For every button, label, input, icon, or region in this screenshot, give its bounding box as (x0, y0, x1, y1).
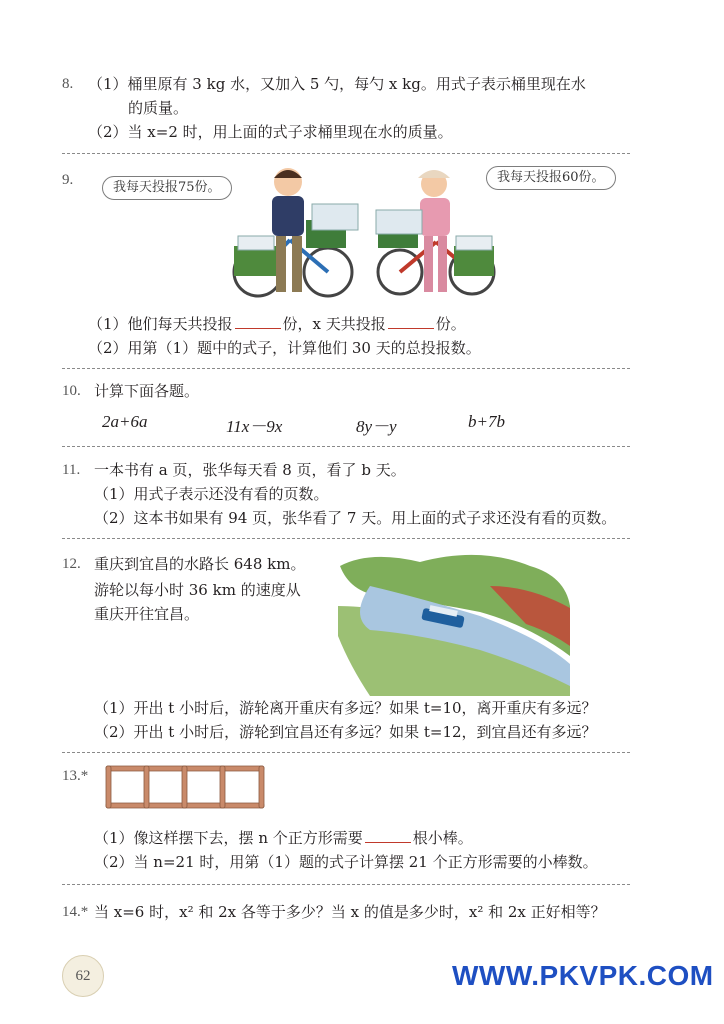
expression-4: b+7b (468, 412, 505, 431)
q9-part1-text-a: （1）他们每天共投报 (88, 315, 233, 333)
q12-part2: （2）开出 t 小时后，游轮到宜昌还有多远？如果 t=12，到宜昌还有多远？ (94, 723, 597, 741)
expression-3: 8y－y (356, 417, 397, 436)
divider (62, 446, 630, 447)
q13-number: 13.* (62, 768, 89, 784)
q10-number: 10. (62, 383, 81, 399)
expression-1: 2a+6a (102, 412, 148, 431)
q9-part2: （2）用第（1）题中的式子，计算他们 30 天的总投报数。 (88, 339, 481, 357)
divider (62, 153, 630, 154)
q11-number: 11. (62, 462, 81, 478)
speech-bubble-girl: 我每天投报60份。 (486, 166, 616, 190)
answer-blank[interactable] (388, 314, 434, 329)
river-cruise-illustration (330, 546, 576, 696)
q12-line1: 重庆到宜昌的水路长 648 km。 (94, 555, 306, 573)
q9-number: 9. (62, 172, 74, 188)
divider (62, 752, 630, 753)
q11-stem: 一本书有 a 页，张华每天看 8 页，看了 b 天。 (94, 461, 406, 479)
q11-part2: （2）这本书如果有 94 页，张华看了 7 天。用上面的式子求还没有看的页数。 (94, 509, 617, 527)
q9-part1-text-c: 份。 (435, 315, 466, 333)
q12-number: 12. (62, 556, 81, 572)
q12-part1: （1）开出 t 小时后，游轮离开重庆有多远？如果 t=10，离开重庆有多远？ (94, 699, 597, 717)
q11-part1: （1）用式子表示还没有看的页数。 (94, 485, 329, 503)
q14-number: 14.* (62, 904, 89, 920)
q8-part2: （2）当 x=2 时，用上面的式子求桶里现在水的质量。 (88, 123, 453, 141)
page-number: 62 (62, 955, 104, 997)
newspaper-delivery-illustration (228, 160, 498, 308)
q9-part1-text-b: 份，x 天共投报 (282, 315, 386, 333)
matchstick-squares-diagram (104, 764, 266, 810)
divider (62, 538, 630, 539)
q8-part1-line2: 的质量。 (128, 99, 189, 117)
q13-part1-text-b: 根小棒。 (412, 829, 473, 847)
q14-text: 当 x=6 时，x² 和 2x 各等于多少？当 x 的值是多少时，x² 和 2x 正好相等？ (94, 903, 606, 921)
q10-title: 计算下面各题。 (94, 382, 200, 400)
answer-blank[interactable] (235, 314, 281, 329)
q13-part1 (94, 828, 473, 848)
expression-2: 11x－9x (226, 417, 283, 436)
watermark-text: WWW.PKVPK.COM (452, 960, 714, 991)
speech-bubble-boy: 我每天投报75份。 (102, 176, 232, 200)
q9-part1 (88, 314, 466, 334)
q12-line3: 重庆开往宜昌。 (94, 605, 200, 623)
q8-part1-line1: （1）桶里原有 3 kg 水，又加入 5 勺，每勺 x kg。用式子表示桶里现在水 (88, 75, 586, 93)
answer-blank[interactable] (365, 828, 411, 843)
q12-line2: 游轮以每小时 36 km 的速度从 (94, 581, 301, 599)
q13-part2: （2）当 n=21 时，用第（1）题的式子计算摆 21 个正方形需要的小棒数。 (94, 853, 598, 871)
divider (62, 368, 630, 369)
divider (62, 884, 630, 885)
q13-part1-text-a: （1）像这样摆下去，摆 n 个正方形需要 (94, 829, 363, 847)
q8-number: 8. (62, 76, 74, 92)
